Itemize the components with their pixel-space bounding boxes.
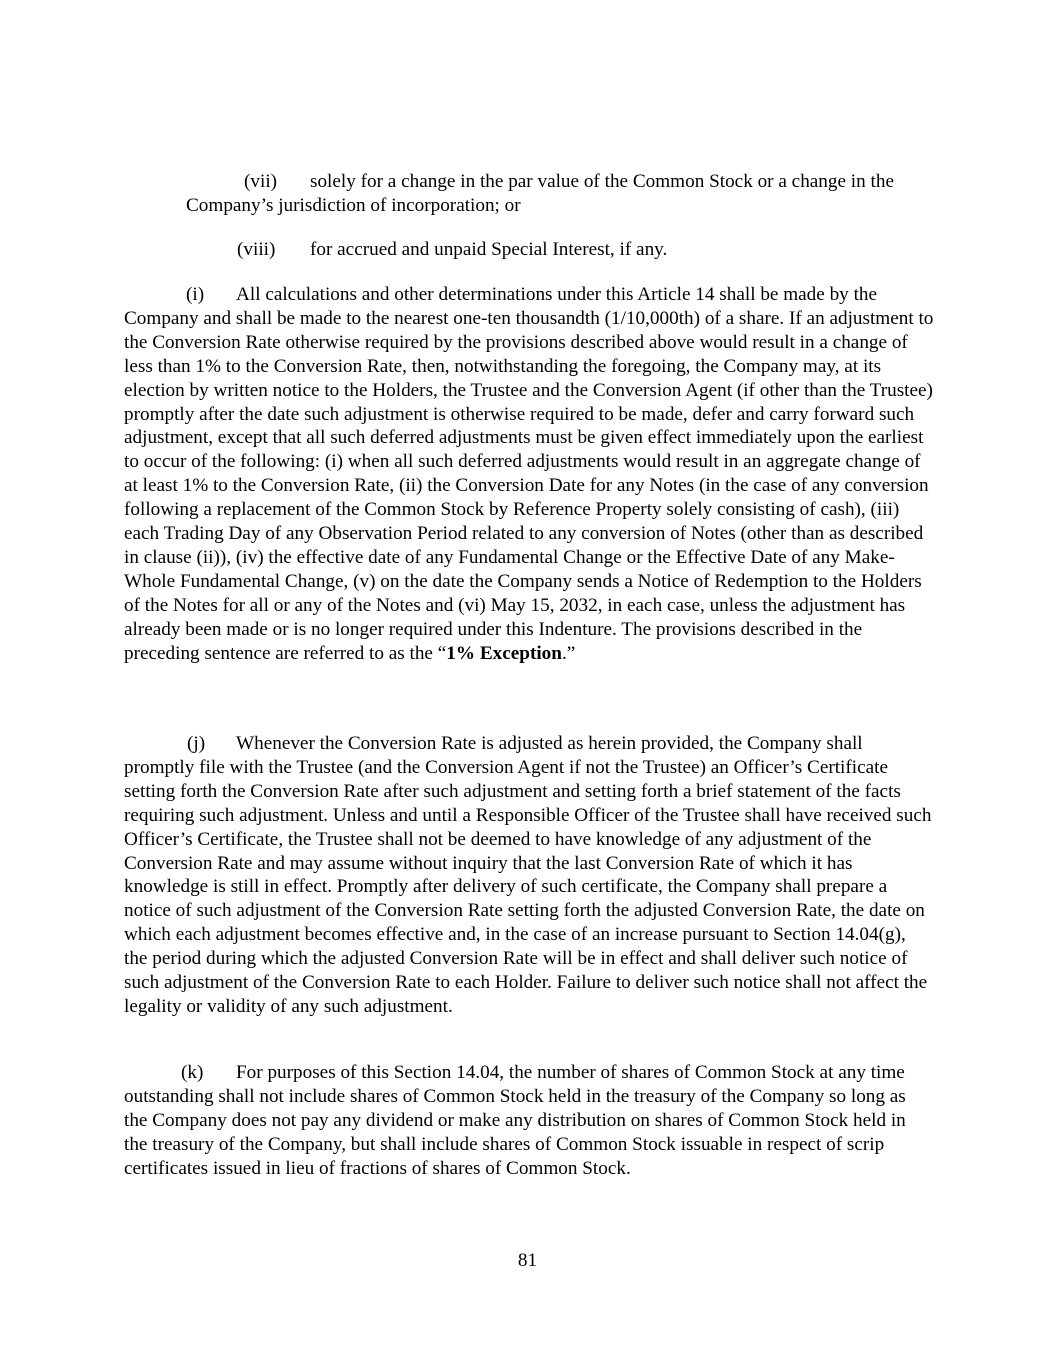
section-i-text: All calculations and other determinations under this Article 14 shall be made by the Company and shall be made to the nearest one-ten thousandth (1/10,000th) of a share. If an adjustment to the Conversion Rate otherwise required by the provisions described above would result in a change of less than 1% to the Conversion Rate, then, notwithstanding the foregoing, the Company may, at its election by written notice to the Holders, the Trustee and the Conversion Agent (if other than the Trustee) promptly after the date such adjustment is otherwise required to be made, defer and carry forward such adjustment, except that all such deferred adjustments must be given effect immediately upon the earliest to occur of the following: (i) when all such deferred adjustments would result in an aggregate change of at least 1% to the Conversion Rate, (ii) the Conversion Date for any Notes (in the case of any conversion following a replacement of the Common Stock by Reference Property solely consisting of cash), (iii) each Trading Day of any Observation Period related to any conversion of Notes (other than as described in clause (ii)), (iv) the effective date of any Fundamental Change or the Effective Date of any Make-Whole Fundamental Change, (v) on the date the Company sends a Notice of Redemption to the Holders of the Notes for all or any of the Notes and (vi) May 15, 2032, in each case, unless the adjustment has already been made or is no longer required under this Indenture. The provisions described in the preceding sentence are referred to as the “: [124, 284, 934, 664]
defined-term-1-percent-exception: 1% Exception: [446, 642, 562, 664]
clause-vii: [186, 170, 934, 218]
clause-vii-label: (vii): [244, 171, 278, 192]
clause-vii-text: solely for a change in the par value of the Common Stock or a change in the Company’s jurisdiction of incorporation; or: [186, 171, 894, 216]
page-number: 81: [517, 1250, 538, 1271]
section-i-text-end: .”: [561, 642, 576, 664]
section-j-text: Whenever the Conversion Rate is adjusted as herein provided, the Company shall promptly file with the Trustee (and the Conversion Agent if not the Trustee) an Officer’s Certificate setting forth the Conversion Rate after such adjustment and setting forth a brief statement of the facts requiring such adjustment. Unless and until a Responsible Officer of the Trustee shall have received such Officer’s Certificate, the Trustee shall not be deemed to have knowledge of any adjustment of the Conversion Rate and may assume without inquiry that the last Conversion Rate of which it has knowledge is still in effect. Promptly after delivery of such certificate, the Company shall prepare a notice of such adjustment of the Conversion Rate setting forth the adjusted Conversion Rate, the date on which each adjustment becomes effective and, in the case of an increase pursuant to Section 14.04(g), the period during which the adjusted Conversion Rate will be in effect and shall deliver such notice of such adjustment of the Conversion Rate to each Holder. Failure to deliver such notice shall not affect the legality or validity of any such adjustment.: [124, 733, 932, 1017]
section-k-text: For purposes of this Section 14.04, the number of shares of Common Stock at any time outstanding shall not include shares of Common Stock held in the treasury of the Company so long as the Company does not pay any dividend or make any distribution on shares of Common Stock held in the treasury of the Company, but shall include shares of Common Stock issuable in respect of scrip certificates issued in lieu of fractions of shares of Common Stock.: [124, 1062, 906, 1179]
clause-viii-label: (viii): [237, 239, 276, 260]
section-i-label: (i): [186, 284, 205, 305]
clause-viii-text: for accrued and unpaid Special Interest, if any.: [310, 239, 668, 260]
section-j: [124, 732, 934, 1019]
section-k: [124, 1061, 934, 1181]
clause-viii: [186, 238, 934, 262]
section-i: [124, 283, 934, 666]
section-k-label: (k): [181, 1062, 204, 1083]
section-j-label: (j): [187, 733, 206, 754]
